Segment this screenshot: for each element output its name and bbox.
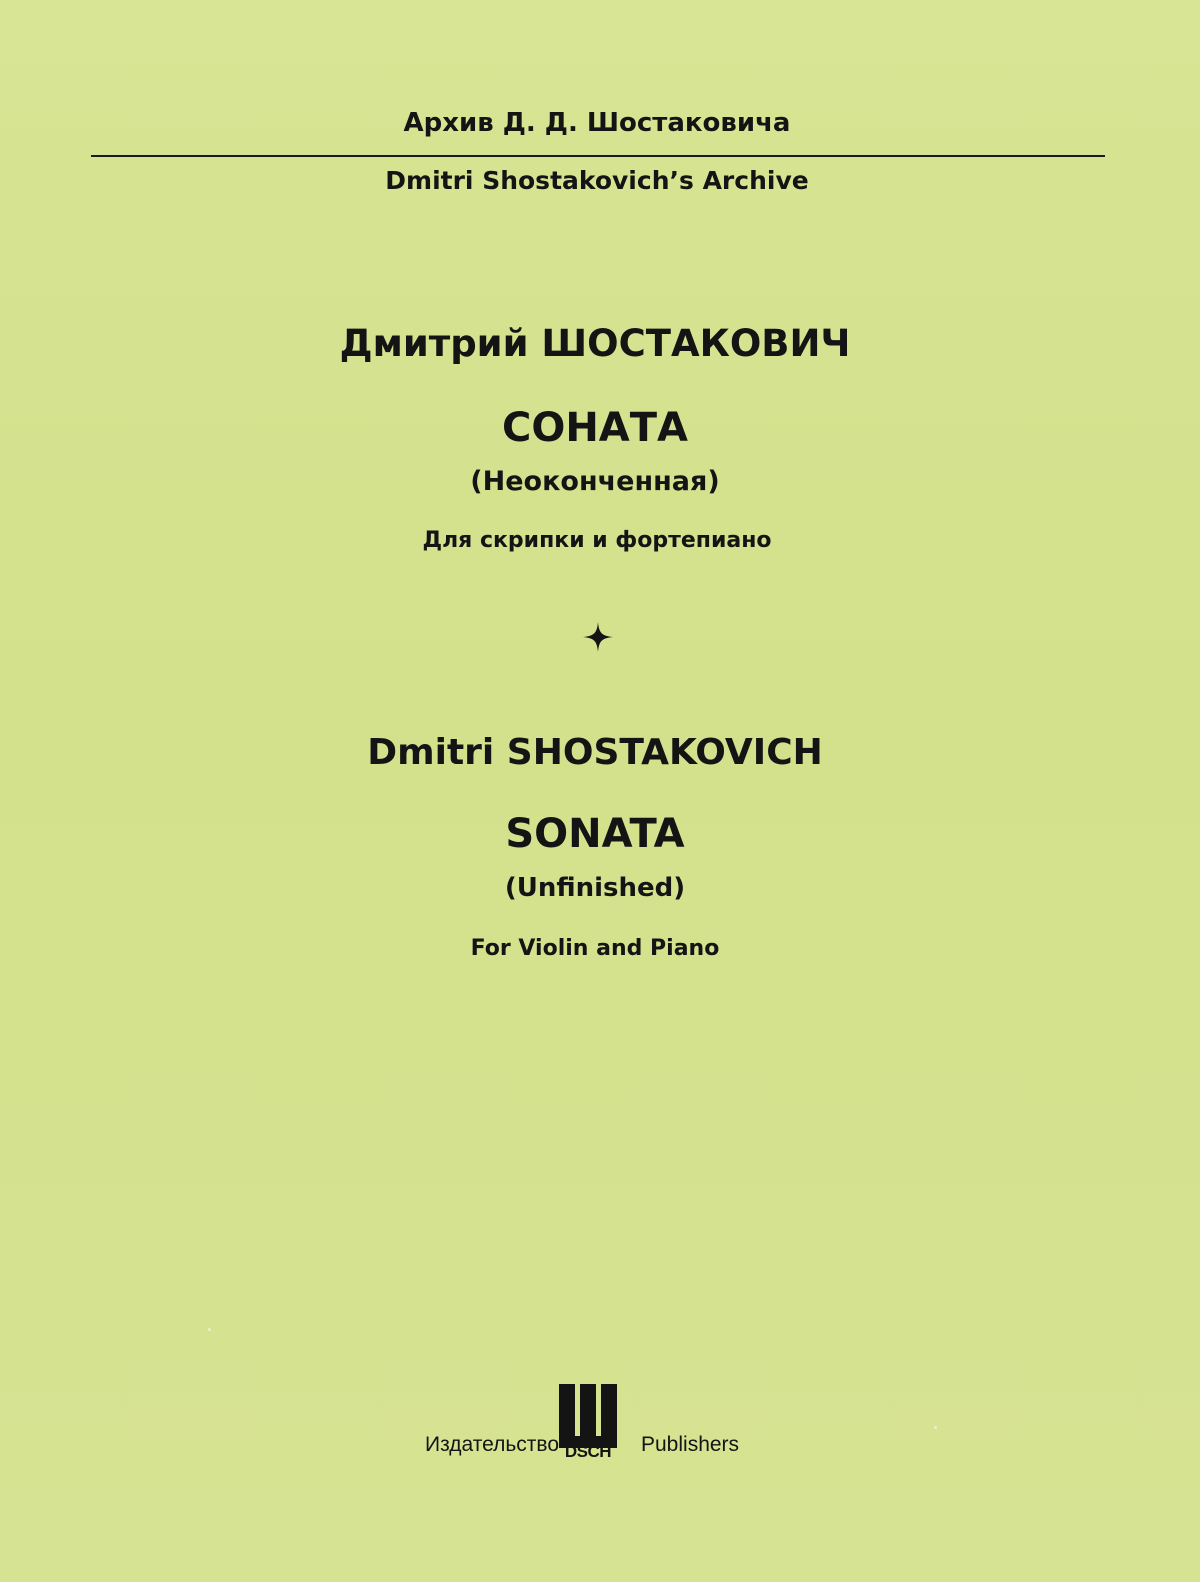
publisher-label-english: Publishers [641,1433,740,1456]
dsch-logo-text: DSCH [564,1442,612,1461]
composer-name-russian: Дмитрий ШОСТАКОВИЧ [339,322,851,365]
composer-name-english: Dmitri SHOSTAKOVICH [367,732,823,773]
publisher-label-russian: Издательство [425,1433,560,1456]
work-subtitle-russian: (Неоконченная) [470,466,720,497]
header-divider-line [91,155,1105,157]
four-point-star-icon [583,622,613,652]
work-subtitle-english: (Unfinished) [504,873,686,903]
dsch-logo [559,1384,617,1464]
paper-speck [208,1328,211,1331]
instrumentation-russian: Для скрипки и фортепиано [422,528,772,553]
dsch-logo-bars-icon [559,1384,617,1448]
work-title-english: SONATA [505,811,685,857]
work-title-russian: СОНАТА [501,405,689,451]
instrumentation-english: For Violin and Piano [470,936,720,961]
paper-speck [934,1426,937,1429]
archive-title-english: Dmitri Shostakovich’s Archive [385,166,809,195]
archive-title-russian: Архив Д. Д. Шостаковича [403,108,791,138]
publisher-block [425,1384,740,1464]
